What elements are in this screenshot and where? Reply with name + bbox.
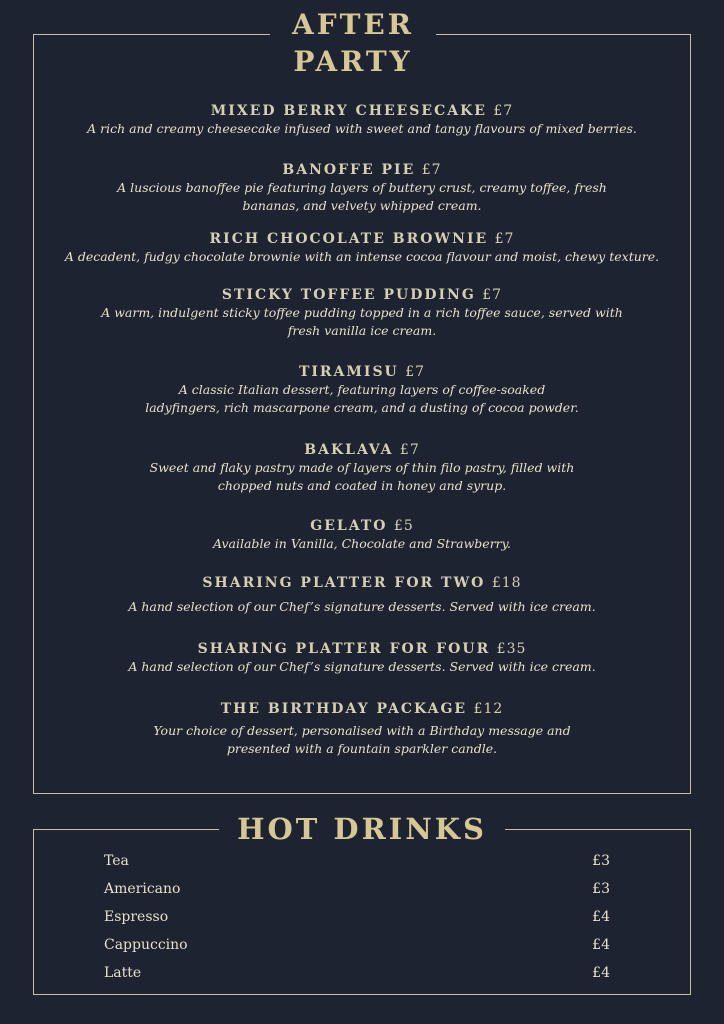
drink-row-cappuccino <box>104 935 610 955</box>
item-description: A hand selection of our Chef’s signature desserts. Served with ice cream. <box>128 659 596 674</box>
item-heading <box>33 230 691 248</box>
menu-item-gelato <box>33 517 691 553</box>
item-description: A rich and creamy cheesecake infused with sweet and tangy flavours of mixed berries. <box>87 121 637 136</box>
item-description: Your choice of dessert, personalised with a Birthday message and presented with a fountain sparkler candle. <box>153 723 571 756</box>
item-heading <box>33 286 691 304</box>
item-name: BAKLAVA <box>304 442 394 458</box>
item-description: Sweet and flaky pastry made of layers of thin filo pastry, filled with chopped nuts and coated in honey and syrup. <box>149 460 575 493</box>
item-name: STICKY TOFFEE PUDDING <box>221 287 476 303</box>
title-line-2: PARTY <box>293 45 413 78</box>
item-price: £7 <box>421 162 442 178</box>
drink-name: Espresso <box>104 909 169 925</box>
menu-item-cheesecake <box>33 102 691 138</box>
item-name: BANOFFE PIE <box>282 162 416 178</box>
item-description: Available in Vanilla, Chocolate and Strawberry. <box>212 536 512 551</box>
item-name: TIRAMISU <box>298 364 399 380</box>
item-name: THE BIRTHDAY PACKAGE <box>220 701 468 717</box>
drink-row-latte <box>104 963 610 983</box>
item-price: £35 <box>496 641 527 657</box>
drink-row-americano <box>104 879 610 899</box>
item-price: £7 <box>493 103 514 119</box>
item-heading <box>33 102 691 120</box>
item-name: SHARING PLATTER FOR TWO <box>202 575 486 591</box>
item-description: A classic Italian dessert, featuring layers of coffee-soaked ladyfingers, rich mascarpone cream, and a dusting of cocoa powder. <box>145 382 579 415</box>
item-name: MIXED BERRY CHEESECAKE <box>210 103 487 119</box>
drink-name: Latte <box>104 965 142 981</box>
item-description: A decadent, fudgy chocolate brownie with an intense cocoa flavour and moist, chewy texture. <box>64 249 660 264</box>
item-heading <box>33 441 691 459</box>
drink-name: Tea <box>104 853 129 869</box>
menu-item-sharing-platter-two <box>33 574 691 616</box>
item-price: £7 <box>399 442 420 458</box>
drink-row-espresso <box>104 907 610 927</box>
menu-item-tiramisu <box>33 363 691 416</box>
item-description: A hand selection of our Chef’s signature desserts. Served with ice cream. <box>128 599 596 614</box>
item-price: £7 <box>482 287 503 303</box>
item-description: A warm, indulgent sticky toffee pudding topped in a rich toffee sauce, served with fresh vanilla ice cream. <box>101 305 623 338</box>
title-line-1: AFTER <box>291 8 415 41</box>
drink-price: £3 <box>592 853 610 869</box>
drink-price: £4 <box>592 965 610 981</box>
menu-item-sharing-platter-four <box>33 640 691 676</box>
item-price: £12 <box>473 701 504 717</box>
menu-item-sticky-toffee-pudding <box>33 286 691 339</box>
item-heading <box>33 517 691 535</box>
menu-item-baklava <box>33 441 691 494</box>
item-price: £7 <box>405 364 426 380</box>
menu-item-banoffe-pie <box>33 161 691 214</box>
item-heading <box>33 574 691 592</box>
item-price: £7 <box>494 231 515 247</box>
menu-item-brownie <box>33 230 691 266</box>
item-heading <box>33 161 691 179</box>
item-name: GELATO <box>310 518 388 534</box>
item-description: A luscious banoffee pie featuring layers of buttery crust, creamy toffee, fresh bananas, and velvety whipped cream. <box>117 180 607 213</box>
item-heading <box>33 363 691 381</box>
drink-price: £4 <box>592 909 610 925</box>
dessert-section-title <box>270 6 436 80</box>
item-heading <box>33 700 691 718</box>
item-price: £18 <box>491 575 522 591</box>
drink-name: Americano <box>104 881 181 897</box>
drink-price: £4 <box>592 937 610 953</box>
hot-drinks-title: HOT DRINKS <box>219 809 505 849</box>
drink-name: Cappuccino <box>104 937 188 953</box>
drink-price: £3 <box>592 881 610 897</box>
item-price: £5 <box>393 518 414 534</box>
item-name: SHARING PLATTER FOR FOUR <box>197 641 491 657</box>
drink-row-tea <box>104 851 610 871</box>
item-name: RICH CHOCOLATE BROWNIE <box>209 231 489 247</box>
menu-item-birthday-package <box>33 700 691 757</box>
item-heading <box>33 640 691 658</box>
